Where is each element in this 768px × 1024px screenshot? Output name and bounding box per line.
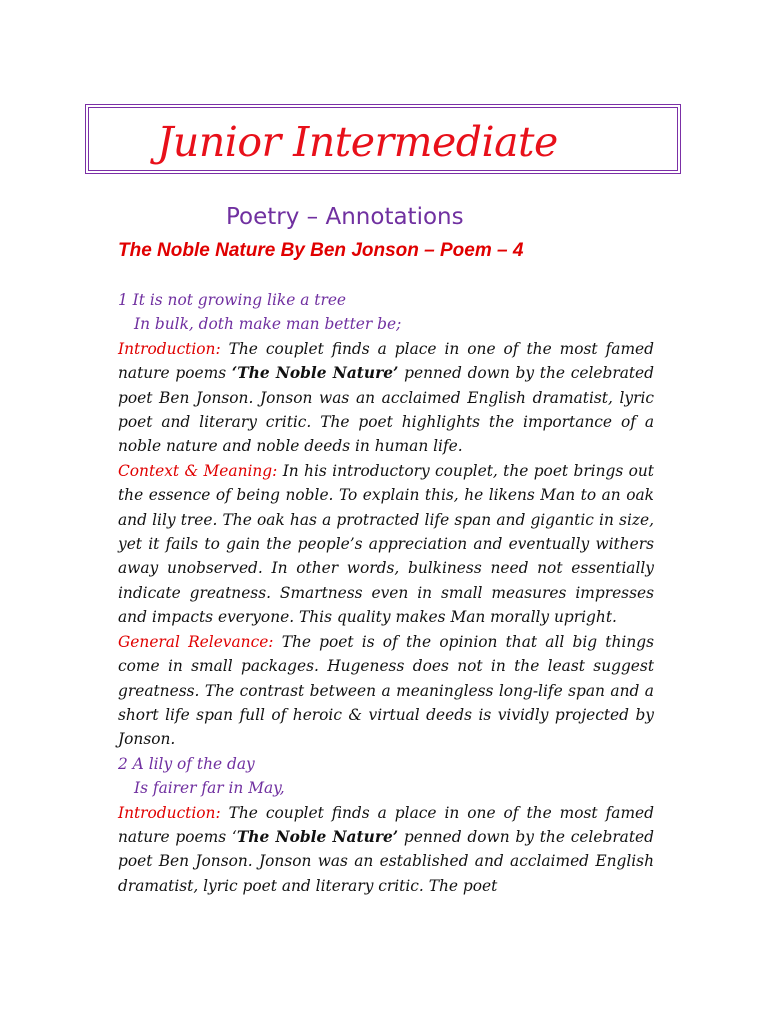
- page-title: Junior Intermediate: [157, 118, 558, 166]
- general-relevance-label: General Relevance:: [118, 632, 274, 651]
- introduction-text: penned down by the celebrated poet Ben Jonson. Jonson was an established and acclaimed English dramatist, lyric poet and literary critic. The poet: [118, 827, 654, 895]
- verse-line: In bulk, doth make man better be;: [134, 315, 402, 334]
- introduction-text: The couplet finds a place in one of the most famed nature poems: [118, 339, 654, 383]
- context-meaning-label: Context & Meaning:: [118, 461, 278, 480]
- section-subtitle: Poetry – Annotations: [226, 204, 464, 230]
- introduction-label: Introduction:: [118, 803, 221, 822]
- introduction-text: penned down by the celebrated poet Ben Jonson. Jonson was an acclaimed English dramatist, lyric poet and literary critic. The poet highlights the importance of a noble nature and noble deeds in human life.: [118, 364, 655, 456]
- introduction-label: Introduction:: [118, 339, 221, 358]
- poem-title: The Noble Nature By Ben Jonson – Poem – 4: [118, 240, 524, 261]
- introduction-paragraph: [118, 337, 654, 459]
- introduction-text: The couplet finds a place in one of the most famed nature poems ‘: [118, 803, 654, 846]
- poem-name: The Noble Nature’: [236, 827, 399, 846]
- verse-line: 1 It is not growing like a tree: [118, 291, 347, 309]
- annotations-body: [118, 288, 654, 898]
- introduction-paragraph: [118, 801, 654, 899]
- title-frame: [85, 104, 681, 174]
- general-relevance-text: The poet is of the opinion that all big things come in small packages. Hugeness does not in the least suggest greatness. The contrast between a meaningless long-life span and a short life span full of heroic & virtual deeds is vividly projected by Jonson.: [118, 632, 654, 749]
- verse-couplet-1: [118, 288, 654, 337]
- context-meaning-paragraph: [118, 459, 654, 630]
- verse-line: 2 A lily of the day: [118, 754, 255, 773]
- verse-line: Is fairer far in May,: [134, 779, 285, 798]
- verse-couplet-2: [118, 752, 654, 801]
- general-relevance-paragraph: [118, 630, 654, 752]
- poem-name: ‘The Noble Nature’: [231, 364, 399, 383]
- context-meaning-text: In his introductory couplet, the poet brings out the essence of being noble. To explain this, he likens Man to an oak and lily tree. The oak has a protracted life span and gigantic in size, yet it fails to gain the people’s appreciation and eventually withers away unobserved. In other words, bulkiness need not essentially indicate greatness. Smartness even in small measures impresses and impacts everyone. This quality makes Man morally upright.: [118, 461, 654, 627]
